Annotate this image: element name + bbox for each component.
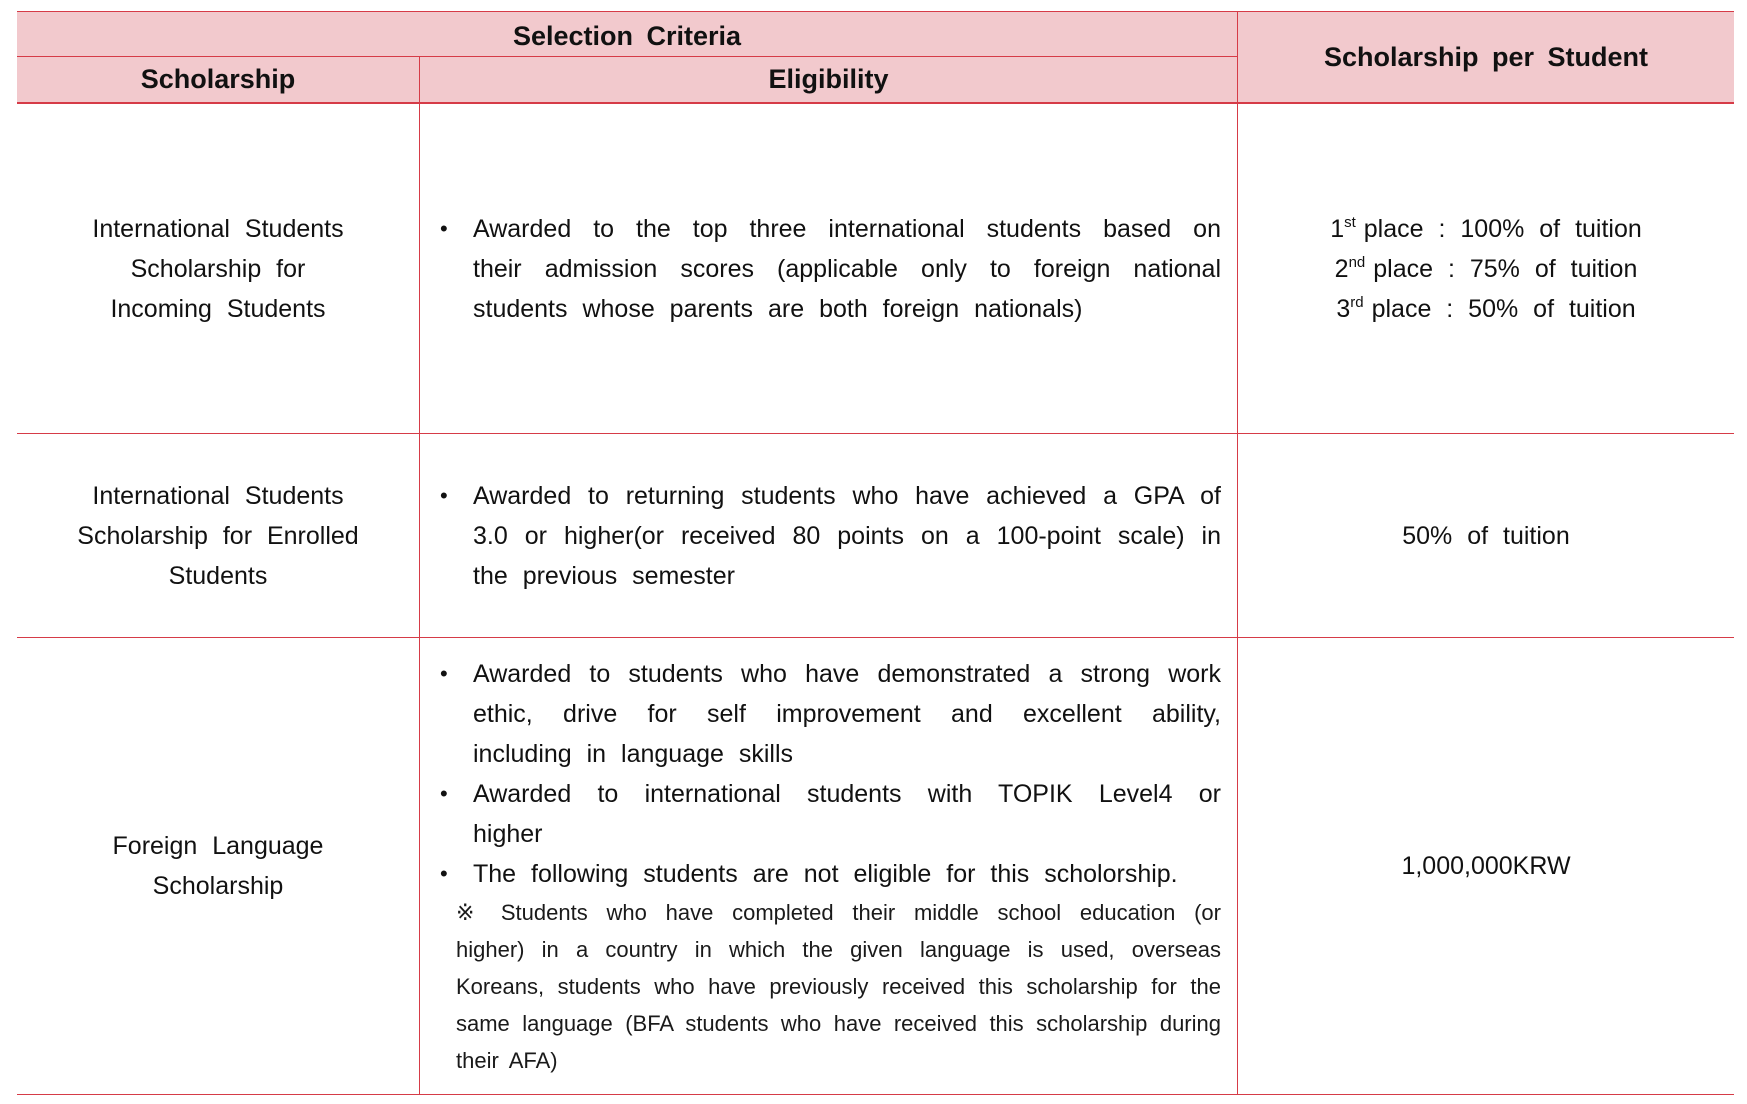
row-1-eligibility-cell	[420, 104, 1238, 434]
place-number: 3	[1336, 294, 1351, 323]
place-number: 1	[1330, 214, 1345, 243]
row-2-eligibility-cell	[420, 434, 1238, 638]
amount-text: place : 50% of tuition	[1371, 294, 1636, 323]
header-selection-criteria	[17, 12, 1238, 57]
header-scholarship-label: Scholarship	[140, 64, 296, 94]
header-eligibility	[420, 57, 1238, 104]
place-ordinal: rd	[1350, 293, 1364, 311]
eligibility-bullet: • Awarded to the top three international students based on their admission scores (applicable only to foreign national students whose parents are both foreign nationals)	[440, 209, 1221, 329]
header-selection-criteria-label: Selection Criteria	[512, 20, 742, 51]
eligibility-note: ※ Students who have completed their middle school education (or higher) in a country in which the given language is used, overseas Koreans, students who have previously received this scholarship for the same language (BFA students who have received this scholarship during their AFA)	[456, 899, 1221, 1073]
header-scholarship-per-student	[1238, 12, 1734, 104]
place-ordinal: st	[1344, 213, 1356, 231]
row-1-amount-cell	[1238, 104, 1734, 434]
place-ordinal: nd	[1348, 253, 1366, 271]
header-per-student-label: Scholarship per Student	[1323, 41, 1649, 72]
amount-text: 1,000,000KRW	[1401, 852, 1571, 880]
row-3-scholarship-cell	[17, 638, 420, 1095]
header-scholarship	[17, 57, 420, 104]
amount-line-1st	[1330, 209, 1642, 249]
amount-line-3rd	[1336, 289, 1635, 329]
scholarship-table	[17, 11, 1734, 1095]
place-number: 2	[1334, 254, 1349, 283]
row-2-scholarship-cell	[17, 434, 420, 638]
amount-line-2nd	[1335, 249, 1638, 289]
scholarship-name: International Students Scholarship for Incoming Students	[92, 214, 344, 323]
amount-text: place : 75% of tuition	[1373, 254, 1638, 283]
row-3-amount-cell	[1238, 638, 1734, 1095]
row-2-amount-cell	[1238, 434, 1734, 638]
amount-text: 50% of tuition	[1402, 521, 1570, 550]
scholarship-name: International Students Scholarship for Enrolled Students	[77, 481, 359, 590]
scholarship-name: Foreign Language Scholarship	[112, 832, 324, 900]
eligibility-bullet: • Awarded to students who have demonstrated a strong work ethic, drive for self improvement and excellent ability, including in language skills	[440, 654, 1221, 774]
header-eligibility-label: Eligibility	[768, 64, 889, 94]
row-1-scholarship-cell	[17, 104, 420, 434]
amount-text: place : 100% of tuition	[1363, 214, 1642, 243]
eligibility-bullet: • Awarded to international students with TOPIK Level4 or higher	[440, 774, 1221, 854]
eligibility-bullet: • The following students are not eligible for this scholorship.	[440, 854, 1221, 894]
row-3-eligibility-cell	[420, 638, 1238, 1095]
eligibility-bullet: • Awarded to returning students who have achieved a GPA of 3.0 or higher(or received 80 points on a 100-point scale) in the previous semester	[440, 476, 1221, 596]
